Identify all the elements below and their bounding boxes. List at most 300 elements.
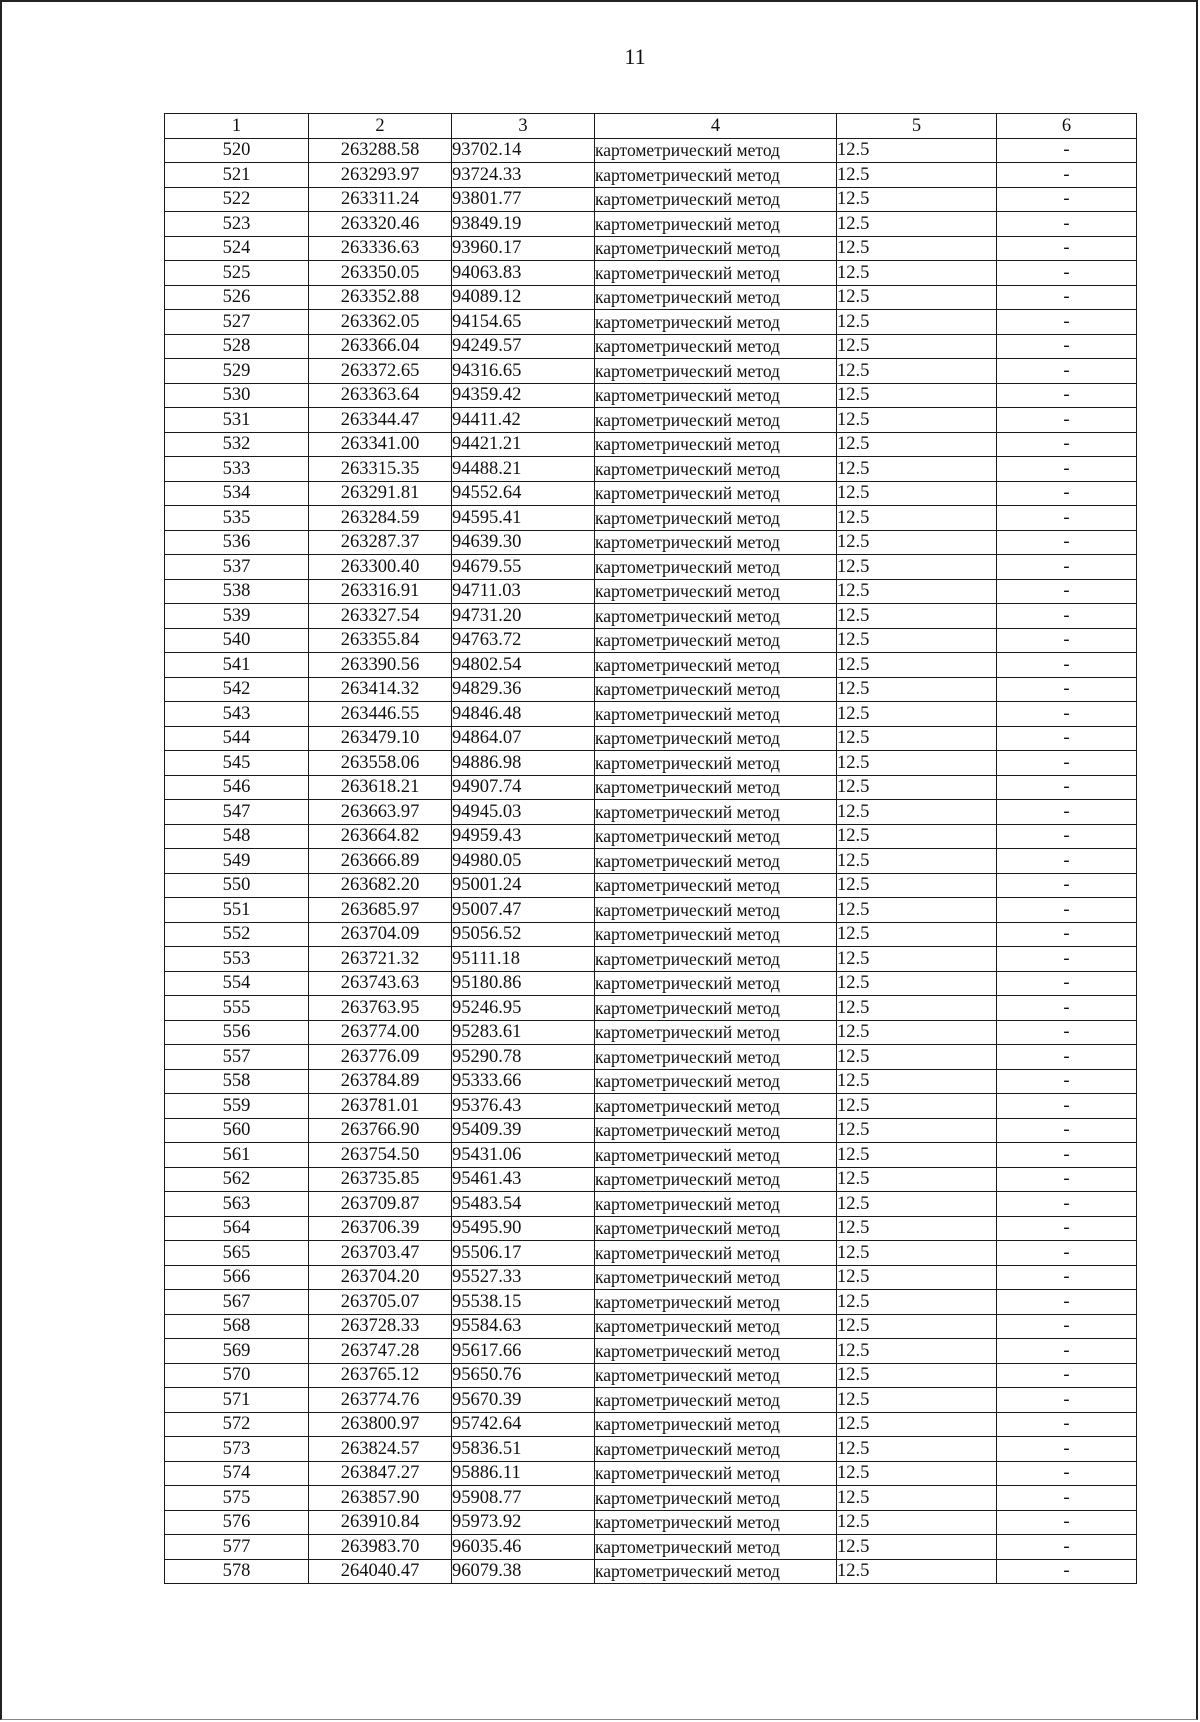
cell-coord-x: 263663.97 bbox=[309, 800, 452, 825]
cell-point-number: 525 bbox=[165, 261, 309, 286]
cell-method: картометрический метод bbox=[595, 800, 837, 825]
cell-point-number: 547 bbox=[165, 800, 309, 825]
cell-coord-y: 95111.18 bbox=[452, 947, 595, 972]
cell-coord-x: 263300.40 bbox=[309, 555, 452, 580]
cell-note: - bbox=[997, 1290, 1137, 1315]
cell-point-number: 535 bbox=[165, 506, 309, 531]
cell-accuracy: 12.5 bbox=[837, 1363, 997, 1388]
cell-coord-x: 263558.06 bbox=[309, 751, 452, 776]
cell-accuracy: 12.5 bbox=[837, 383, 997, 408]
cell-coord-x: 263983.70 bbox=[309, 1535, 452, 1560]
cell-note: - bbox=[997, 383, 1137, 408]
table-row bbox=[165, 530, 1137, 555]
cell-note: - bbox=[997, 1020, 1137, 1045]
cell-coord-y: 94595.41 bbox=[452, 506, 595, 531]
cell-coord-x: 263705.07 bbox=[309, 1290, 452, 1315]
table-row bbox=[165, 1535, 1137, 1560]
cell-coord-y: 95056.52 bbox=[452, 922, 595, 947]
cell-coord-x: 263743.63 bbox=[309, 971, 452, 996]
cell-coord-x: 263857.90 bbox=[309, 1486, 452, 1511]
cell-method: картометрический метод bbox=[595, 1118, 837, 1143]
table-row bbox=[165, 212, 1137, 237]
table-header bbox=[165, 114, 1137, 139]
cell-coord-y: 95886.11 bbox=[452, 1461, 595, 1486]
cell-method: картометрический метод bbox=[595, 1535, 837, 1560]
cell-method: картометрический метод bbox=[595, 996, 837, 1021]
cell-accuracy: 12.5 bbox=[837, 971, 997, 996]
cell-accuracy: 12.5 bbox=[837, 1437, 997, 1462]
cell-method: картометрический метод bbox=[595, 555, 837, 580]
cell-coord-y: 94711.03 bbox=[452, 579, 595, 604]
cell-point-number: 524 bbox=[165, 236, 309, 261]
cell-note: - bbox=[997, 163, 1137, 188]
cell-coord-x: 263735.85 bbox=[309, 1167, 452, 1192]
table-row bbox=[165, 1339, 1137, 1364]
cell-coord-x: 263316.91 bbox=[309, 579, 452, 604]
cell-accuracy: 12.5 bbox=[837, 873, 997, 898]
cell-coord-x: 263446.55 bbox=[309, 702, 452, 727]
cell-note: - bbox=[997, 1167, 1137, 1192]
cell-method: картометрический метод bbox=[595, 1069, 837, 1094]
cell-coord-y: 95001.24 bbox=[452, 873, 595, 898]
table-body bbox=[165, 138, 1137, 1584]
table-row bbox=[165, 922, 1137, 947]
cell-method: картометрический метод bbox=[595, 212, 837, 237]
cell-coord-x: 263800.97 bbox=[309, 1412, 452, 1437]
cell-point-number: 545 bbox=[165, 751, 309, 776]
cell-method: картометрический метод bbox=[595, 187, 837, 212]
cell-point-number: 531 bbox=[165, 408, 309, 433]
cell-accuracy: 12.5 bbox=[837, 1412, 997, 1437]
cell-method: картометрический метод bbox=[595, 677, 837, 702]
cell-point-number: 542 bbox=[165, 677, 309, 702]
header-col-1: 1 bbox=[165, 114, 309, 139]
cell-method: картометрический метод bbox=[595, 653, 837, 678]
table-row bbox=[165, 1559, 1137, 1584]
cell-method: картометрический метод bbox=[595, 1412, 837, 1437]
cell-point-number: 554 bbox=[165, 971, 309, 996]
cell-note: - bbox=[997, 922, 1137, 947]
cell-coord-x: 263341.00 bbox=[309, 432, 452, 457]
cell-note: - bbox=[997, 408, 1137, 433]
cell-coord-y: 93960.17 bbox=[452, 236, 595, 261]
cell-point-number: 527 bbox=[165, 310, 309, 335]
cell-coord-y: 95431.06 bbox=[452, 1143, 595, 1168]
cell-coord-y: 95333.66 bbox=[452, 1069, 595, 1094]
table-row bbox=[165, 359, 1137, 384]
cell-coord-y: 95283.61 bbox=[452, 1020, 595, 1045]
table-row bbox=[165, 849, 1137, 874]
cell-accuracy: 12.5 bbox=[837, 726, 997, 751]
cell-note: - bbox=[997, 1510, 1137, 1535]
cell-note: - bbox=[997, 824, 1137, 849]
cell-method: картометрический метод bbox=[595, 1437, 837, 1462]
cell-accuracy: 12.5 bbox=[837, 947, 997, 972]
cell-coord-x: 263766.90 bbox=[309, 1118, 452, 1143]
cell-coord-y: 96079.38 bbox=[452, 1559, 595, 1584]
cell-accuracy: 12.5 bbox=[837, 579, 997, 604]
cell-coord-y: 95650.76 bbox=[452, 1363, 595, 1388]
table-row bbox=[165, 1314, 1137, 1339]
cell-point-number: 552 bbox=[165, 922, 309, 947]
cell-note: - bbox=[997, 775, 1137, 800]
cell-coord-y: 94763.72 bbox=[452, 628, 595, 653]
cell-coord-x: 263703.47 bbox=[309, 1241, 452, 1266]
cell-method: картометрический метод bbox=[595, 702, 837, 727]
cell-coord-x: 263763.95 bbox=[309, 996, 452, 1021]
cell-accuracy: 12.5 bbox=[837, 1143, 997, 1168]
cell-point-number: 539 bbox=[165, 604, 309, 629]
cell-coord-y: 94316.65 bbox=[452, 359, 595, 384]
cell-coord-x: 263320.46 bbox=[309, 212, 452, 237]
cell-note: - bbox=[997, 457, 1137, 482]
cell-note: - bbox=[997, 1363, 1137, 1388]
cell-note: - bbox=[997, 800, 1137, 825]
cell-note: - bbox=[997, 1216, 1137, 1241]
cell-method: картометрический метод bbox=[595, 1192, 837, 1217]
cell-point-number: 555 bbox=[165, 996, 309, 1021]
table-row bbox=[165, 163, 1137, 188]
cell-coord-x: 263288.58 bbox=[309, 138, 452, 163]
cell-coord-y: 94802.54 bbox=[452, 653, 595, 678]
table-row bbox=[165, 579, 1137, 604]
cell-method: картометрический метод bbox=[595, 310, 837, 335]
cell-coord-x: 263327.54 bbox=[309, 604, 452, 629]
cell-accuracy: 12.5 bbox=[837, 1339, 997, 1364]
cell-coord-x: 263664.82 bbox=[309, 824, 452, 849]
coordinates-table bbox=[164, 113, 1137, 1584]
table-row bbox=[165, 824, 1137, 849]
table-row bbox=[165, 506, 1137, 531]
cell-coord-x: 263390.56 bbox=[309, 653, 452, 678]
cell-note: - bbox=[997, 1388, 1137, 1413]
cell-accuracy: 12.5 bbox=[837, 1486, 997, 1511]
table-row bbox=[165, 996, 1137, 1021]
cell-point-number: 576 bbox=[165, 1510, 309, 1535]
table-row bbox=[165, 310, 1137, 335]
table-row bbox=[165, 261, 1137, 286]
table-row bbox=[165, 1461, 1137, 1486]
cell-method: картометрический метод bbox=[595, 1339, 837, 1364]
cell-coord-x: 263847.27 bbox=[309, 1461, 452, 1486]
cell-accuracy: 12.5 bbox=[837, 212, 997, 237]
cell-method: картометрический метод bbox=[595, 849, 837, 874]
cell-accuracy: 12.5 bbox=[837, 481, 997, 506]
page-number: 11 bbox=[624, 44, 646, 69]
table-row bbox=[165, 1388, 1137, 1413]
cell-method: картометрический метод bbox=[595, 1216, 837, 1241]
cell-accuracy: 12.5 bbox=[837, 1461, 997, 1486]
cell-accuracy: 12.5 bbox=[837, 408, 997, 433]
cell-method: картометрический метод bbox=[595, 824, 837, 849]
cell-coord-y: 94421.21 bbox=[452, 432, 595, 457]
cell-accuracy: 12.5 bbox=[837, 1265, 997, 1290]
cell-coord-y: 95908.77 bbox=[452, 1486, 595, 1511]
cell-accuracy: 12.5 bbox=[837, 506, 997, 531]
cell-coord-y: 95538.15 bbox=[452, 1290, 595, 1315]
cell-point-number: 572 bbox=[165, 1412, 309, 1437]
cell-coord-x: 263372.65 bbox=[309, 359, 452, 384]
header-row bbox=[165, 114, 1137, 139]
cell-coord-y: 95506.17 bbox=[452, 1241, 595, 1266]
cell-coord-y: 95495.90 bbox=[452, 1216, 595, 1241]
cell-method: картометрический метод bbox=[595, 138, 837, 163]
cell-note: - bbox=[997, 898, 1137, 923]
cell-method: картометрический метод bbox=[595, 775, 837, 800]
cell-note: - bbox=[997, 873, 1137, 898]
cell-coord-x: 263344.47 bbox=[309, 408, 452, 433]
table-row bbox=[165, 1118, 1137, 1143]
cell-note: - bbox=[997, 1265, 1137, 1290]
cell-note: - bbox=[997, 1143, 1137, 1168]
cell-note: - bbox=[997, 555, 1137, 580]
cell-accuracy: 12.5 bbox=[837, 751, 997, 776]
cell-method: картометрический метод bbox=[595, 1461, 837, 1486]
cell-note: - bbox=[997, 359, 1137, 384]
cell-method: картометрический метод bbox=[595, 1020, 837, 1045]
cell-accuracy: 12.5 bbox=[837, 310, 997, 335]
cell-accuracy: 12.5 bbox=[837, 1290, 997, 1315]
cell-point-number: 557 bbox=[165, 1045, 309, 1070]
cell-note: - bbox=[997, 996, 1137, 1021]
table-row bbox=[165, 1412, 1137, 1437]
table-row bbox=[165, 334, 1137, 359]
cell-note: - bbox=[997, 849, 1137, 874]
table-row bbox=[165, 1265, 1137, 1290]
cell-method: картометрический метод bbox=[595, 1314, 837, 1339]
table-row bbox=[165, 947, 1137, 972]
cell-accuracy: 12.5 bbox=[837, 604, 997, 629]
cell-point-number: 537 bbox=[165, 555, 309, 580]
cell-method: картометрический метод bbox=[595, 481, 837, 506]
cell-point-number: 541 bbox=[165, 653, 309, 678]
cell-accuracy: 12.5 bbox=[837, 1314, 997, 1339]
cell-accuracy: 12.5 bbox=[837, 1118, 997, 1143]
cell-accuracy: 12.5 bbox=[837, 1388, 997, 1413]
cell-accuracy: 12.5 bbox=[837, 800, 997, 825]
cell-note: - bbox=[997, 310, 1137, 335]
cell-coord-x: 263336.63 bbox=[309, 236, 452, 261]
cell-note: - bbox=[997, 628, 1137, 653]
header-col-4: 4 bbox=[595, 114, 837, 139]
cell-method: картометрический метод bbox=[595, 383, 837, 408]
cell-coord-y: 94249.57 bbox=[452, 334, 595, 359]
table-row bbox=[165, 408, 1137, 433]
cell-coord-x: 263363.64 bbox=[309, 383, 452, 408]
cell-point-number: 568 bbox=[165, 1314, 309, 1339]
cell-coord-x: 263479.10 bbox=[309, 726, 452, 751]
table-row bbox=[165, 775, 1137, 800]
cell-coord-x: 263366.04 bbox=[309, 334, 452, 359]
cell-coord-y: 95742.64 bbox=[452, 1412, 595, 1437]
cell-method: картометрический метод bbox=[595, 408, 837, 433]
cell-coord-x: 263765.12 bbox=[309, 1363, 452, 1388]
table-row bbox=[165, 1486, 1137, 1511]
cell-coord-y: 95376.43 bbox=[452, 1094, 595, 1119]
cell-point-number: 523 bbox=[165, 212, 309, 237]
cell-note: - bbox=[997, 1069, 1137, 1094]
cell-method: картометрический метод bbox=[595, 236, 837, 261]
cell-note: - bbox=[997, 212, 1137, 237]
cell-point-number: 538 bbox=[165, 579, 309, 604]
table-row bbox=[165, 1216, 1137, 1241]
cell-coord-x: 263311.24 bbox=[309, 187, 452, 212]
cell-coord-y: 95617.66 bbox=[452, 1339, 595, 1364]
cell-coord-x: 263685.97 bbox=[309, 898, 452, 923]
cell-method: картометрический метод bbox=[595, 579, 837, 604]
table-row bbox=[165, 653, 1137, 678]
table-row bbox=[165, 971, 1137, 996]
cell-method: картометрический метод bbox=[595, 285, 837, 310]
cell-coord-x: 263287.37 bbox=[309, 530, 452, 555]
cell-method: картометрический метод bbox=[595, 1290, 837, 1315]
cell-coord-y: 94980.05 bbox=[452, 849, 595, 874]
cell-note: - bbox=[997, 1339, 1137, 1364]
cell-coord-x: 263352.88 bbox=[309, 285, 452, 310]
header-col-5: 5 bbox=[837, 114, 997, 139]
cell-accuracy: 12.5 bbox=[837, 898, 997, 923]
cell-note: - bbox=[997, 726, 1137, 751]
table-row bbox=[165, 1045, 1137, 1070]
cell-coord-y: 95670.39 bbox=[452, 1388, 595, 1413]
cell-coord-x: 263754.50 bbox=[309, 1143, 452, 1168]
cell-coord-x: 263709.87 bbox=[309, 1192, 452, 1217]
cell-note: - bbox=[997, 285, 1137, 310]
cell-point-number: 546 bbox=[165, 775, 309, 800]
table-row bbox=[165, 1167, 1137, 1192]
cell-method: картометрический метод bbox=[595, 1559, 837, 1584]
cell-point-number: 544 bbox=[165, 726, 309, 751]
cell-method: картометрический метод bbox=[595, 432, 837, 457]
cell-coord-x: 263776.09 bbox=[309, 1045, 452, 1070]
cell-coord-y: 94089.12 bbox=[452, 285, 595, 310]
cell-accuracy: 12.5 bbox=[837, 849, 997, 874]
cell-coord-x: 263315.35 bbox=[309, 457, 452, 482]
cell-note: - bbox=[997, 702, 1137, 727]
cell-note: - bbox=[997, 1241, 1137, 1266]
cell-coord-x: 263293.97 bbox=[309, 163, 452, 188]
table-row bbox=[165, 873, 1137, 898]
cell-point-number: 560 bbox=[165, 1118, 309, 1143]
table-row bbox=[165, 1020, 1137, 1045]
cell-coord-x: 263910.84 bbox=[309, 1510, 452, 1535]
cell-coord-y: 94864.07 bbox=[452, 726, 595, 751]
cell-coord-y: 93801.77 bbox=[452, 187, 595, 212]
table-row bbox=[165, 1363, 1137, 1388]
cell-note: - bbox=[997, 579, 1137, 604]
cell-method: картометрический метод bbox=[595, 530, 837, 555]
cell-coord-y: 93702.14 bbox=[452, 138, 595, 163]
cell-coord-x: 263682.20 bbox=[309, 873, 452, 898]
cell-point-number: 534 bbox=[165, 481, 309, 506]
cell-coord-y: 94829.36 bbox=[452, 677, 595, 702]
cell-method: картометрический метод bbox=[595, 628, 837, 653]
cell-point-number: 548 bbox=[165, 824, 309, 849]
cell-point-number: 573 bbox=[165, 1437, 309, 1462]
cell-point-number: 528 bbox=[165, 334, 309, 359]
cell-note: - bbox=[997, 1045, 1137, 1070]
cell-coord-y: 95973.92 bbox=[452, 1510, 595, 1535]
cell-point-number: 565 bbox=[165, 1241, 309, 1266]
cell-note: - bbox=[997, 1118, 1137, 1143]
cell-method: картометрический метод bbox=[595, 457, 837, 482]
cell-note: - bbox=[997, 1437, 1137, 1462]
cell-note: - bbox=[997, 506, 1137, 531]
header-col-3: 3 bbox=[452, 114, 595, 139]
cell-coord-y: 95527.33 bbox=[452, 1265, 595, 1290]
cell-accuracy: 12.5 bbox=[837, 432, 997, 457]
cell-point-number: 556 bbox=[165, 1020, 309, 1045]
cell-note: - bbox=[997, 432, 1137, 457]
cell-method: картометрический метод bbox=[595, 1241, 837, 1266]
table-row bbox=[165, 432, 1137, 457]
cell-note: - bbox=[997, 1461, 1137, 1486]
cell-method: картометрический метод bbox=[595, 604, 837, 629]
table-row bbox=[165, 481, 1137, 506]
cell-point-number: 551 bbox=[165, 898, 309, 923]
cell-method: картометрический метод bbox=[595, 261, 837, 286]
cell-method: картометрический метод bbox=[595, 971, 837, 996]
cell-note: - bbox=[997, 1192, 1137, 1217]
cell-point-number: 562 bbox=[165, 1167, 309, 1192]
cell-note: - bbox=[997, 677, 1137, 702]
table-row bbox=[165, 555, 1137, 580]
table-row bbox=[165, 677, 1137, 702]
cell-method: картометрический метод bbox=[595, 1510, 837, 1535]
cell-coord-y: 94063.83 bbox=[452, 261, 595, 286]
cell-coord-y: 95246.95 bbox=[452, 996, 595, 1021]
cell-point-number: 575 bbox=[165, 1486, 309, 1511]
cell-accuracy: 12.5 bbox=[837, 653, 997, 678]
cell-point-number: 563 bbox=[165, 1192, 309, 1217]
cell-coord-y: 94639.30 bbox=[452, 530, 595, 555]
cell-coord-y: 95409.39 bbox=[452, 1118, 595, 1143]
cell-point-number: 540 bbox=[165, 628, 309, 653]
cell-note: - bbox=[997, 653, 1137, 678]
cell-coord-y: 95290.78 bbox=[452, 1045, 595, 1070]
cell-method: картометрический метод bbox=[595, 1265, 837, 1290]
cell-accuracy: 12.5 bbox=[837, 334, 997, 359]
cell-accuracy: 12.5 bbox=[837, 530, 997, 555]
cell-coord-x: 263747.28 bbox=[309, 1339, 452, 1364]
cell-note: - bbox=[997, 187, 1137, 212]
cell-point-number: 559 bbox=[165, 1094, 309, 1119]
cell-coord-y: 94411.42 bbox=[452, 408, 595, 433]
cell-point-number: 561 bbox=[165, 1143, 309, 1168]
table-row bbox=[165, 457, 1137, 482]
cell-accuracy: 12.5 bbox=[837, 359, 997, 384]
cell-note: - bbox=[997, 1486, 1137, 1511]
cell-note: - bbox=[997, 1314, 1137, 1339]
cell-point-number: 520 bbox=[165, 138, 309, 163]
cell-coord-x: 263774.00 bbox=[309, 1020, 452, 1045]
table-row bbox=[165, 1241, 1137, 1266]
cell-method: картометрический метод bbox=[595, 873, 837, 898]
cell-note: - bbox=[997, 604, 1137, 629]
cell-method: картометрический метод bbox=[595, 1094, 837, 1119]
table-row bbox=[165, 1069, 1137, 1094]
cell-method: картометрический метод bbox=[595, 922, 837, 947]
cell-point-number: 564 bbox=[165, 1216, 309, 1241]
table-row bbox=[165, 187, 1137, 212]
cell-method: картометрический метод bbox=[595, 726, 837, 751]
cell-accuracy: 12.5 bbox=[837, 922, 997, 947]
cell-accuracy: 12.5 bbox=[837, 163, 997, 188]
cell-method: картометрический метод bbox=[595, 751, 837, 776]
cell-note: - bbox=[997, 751, 1137, 776]
cell-accuracy: 12.5 bbox=[837, 1020, 997, 1045]
cell-coord-y: 94679.55 bbox=[452, 555, 595, 580]
